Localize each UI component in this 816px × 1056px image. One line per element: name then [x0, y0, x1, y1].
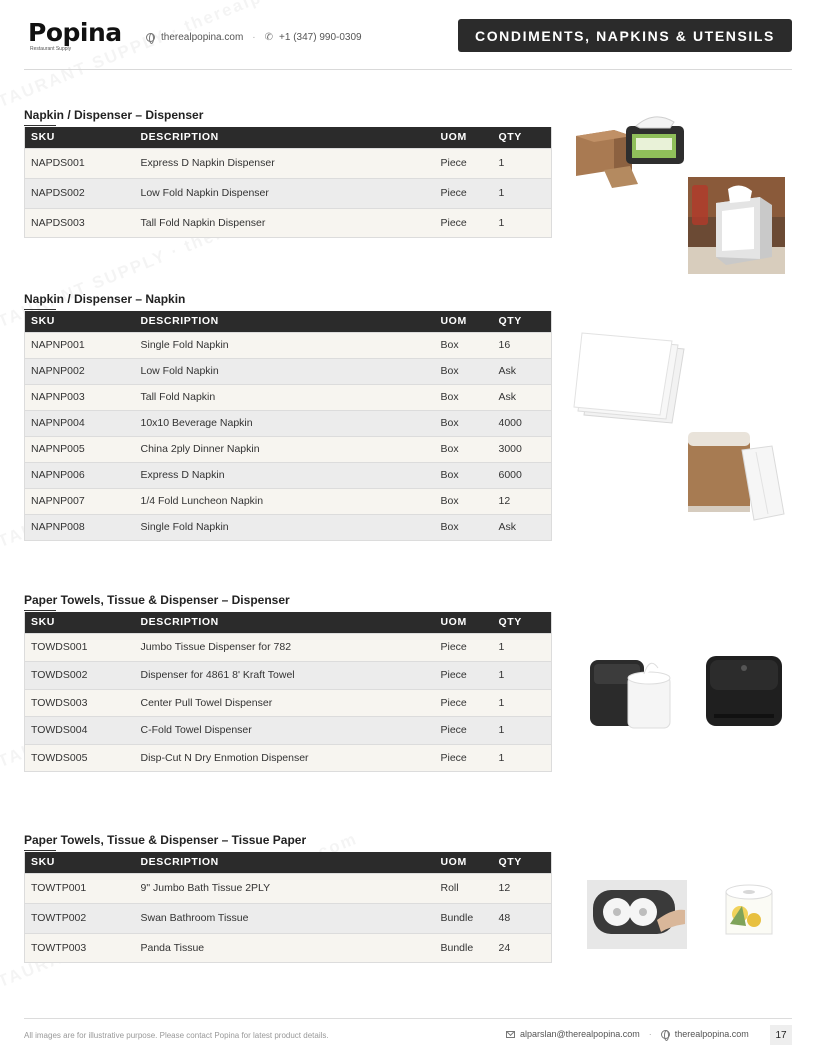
cell-description: 10x10 Beverage Napkin — [135, 410, 435, 436]
cell-uom: Piece — [435, 689, 493, 716]
towel-dispenser-image — [704, 654, 784, 730]
table-row — [25, 933, 552, 962]
cell-uom: Box — [435, 410, 493, 436]
cell-qty: 48 — [493, 903, 552, 933]
cell-qty: 24 — [493, 933, 552, 962]
footer-disclaimer: All images are for illustrative purpose. Please contact Popina for latest product details. — [24, 1031, 329, 1040]
cell-qty: Ask — [493, 358, 552, 384]
cell-uom: Piece — [435, 716, 493, 744]
cell-description: Jumbo Tissue Dispenser for 782 — [135, 633, 435, 661]
cell-description: Swan Bathroom Tissue — [135, 903, 435, 933]
table-row — [25, 873, 552, 903]
col-uom: UOM — [435, 612, 493, 633]
col-qty: QTY — [493, 311, 552, 332]
phone-icon: ✆ — [264, 32, 274, 43]
cell-description: China 2ply Dinner Napkin — [135, 436, 435, 462]
cell-uom: Roll — [435, 873, 493, 903]
product-table — [24, 127, 552, 238]
table-row — [25, 903, 552, 933]
cell-uom: Box — [435, 436, 493, 462]
globe-icon — [661, 1030, 670, 1039]
footer-contact — [506, 1029, 749, 1039]
single-fold-napkin-image — [572, 331, 690, 431]
cell-uom: Bundle — [435, 933, 493, 962]
table-row — [25, 744, 552, 771]
mail-icon — [506, 1031, 515, 1038]
cell-uom: Box — [435, 384, 493, 410]
cell-uom: Box — [435, 462, 493, 488]
cell-description: Single Fold Napkin — [135, 514, 435, 540]
cell-sku: TOWTP002 — [25, 903, 135, 933]
col-sku: SKU — [25, 612, 135, 633]
cell-uom: Box — [435, 332, 493, 358]
section-napkin — [24, 292, 552, 541]
cell-qty: 1 — [493, 208, 552, 237]
cell-uom: Piece — [435, 148, 493, 178]
tall-fold-dispenser-image — [688, 177, 785, 274]
section-title: Napkin / Dispenser – Napkin — [24, 292, 552, 306]
table-row — [25, 462, 552, 488]
popina-logo[interactable] — [28, 18, 122, 54]
bath-tissue-roll-image — [720, 882, 778, 942]
cell-qty: 1 — [493, 744, 552, 771]
section-title: Paper Towels, Tissue & Dispenser – Tissue Paper — [24, 833, 552, 847]
cell-uom: Piece — [435, 208, 493, 237]
cell-sku: NAPNP001 — [25, 332, 135, 358]
cell-qty: 1 — [493, 633, 552, 661]
cell-sku: NAPNP003 — [25, 384, 135, 410]
page-footer — [24, 1018, 792, 1048]
table-row — [25, 410, 552, 436]
cell-qty: 1 — [493, 178, 552, 208]
cell-sku: TOWDS003 — [25, 689, 135, 716]
footer-email-link[interactable]: alparslan@therealpopina.com — [520, 1029, 640, 1039]
separator-dot: · — [648, 1029, 652, 1039]
cell-uom: Piece — [435, 178, 493, 208]
cell-description: 1/4 Fold Luncheon Napkin — [135, 488, 435, 514]
col-sku: SKU — [25, 311, 135, 332]
twin-tissue-dispenser-image — [587, 880, 687, 949]
table-row — [25, 661, 552, 689]
cell-uom: Piece — [435, 633, 493, 661]
cell-description: Panda Tissue — [135, 933, 435, 962]
cell-sku: TOWDS001 — [25, 633, 135, 661]
cell-sku: NAPNP007 — [25, 488, 135, 514]
cell-description: Express D Napkin Dispenser — [135, 148, 435, 178]
cell-uom: Box — [435, 358, 493, 384]
section-napkin-dispenser — [24, 108, 552, 238]
col-qty: QTY — [493, 612, 552, 633]
cell-qty: 3000 — [493, 436, 552, 462]
category-banner: CONDIMENTS, NAPKINS & UTENSILS — [458, 19, 792, 52]
jumbo-tissue-dispenser-image — [588, 656, 674, 732]
cell-description: Tall Fold Napkin — [135, 384, 435, 410]
cell-description: Single Fold Napkin — [135, 332, 435, 358]
product-table — [24, 852, 552, 963]
globe-icon — [146, 33, 155, 42]
cell-qty: 4000 — [493, 410, 552, 436]
express-napkin-dispenser-image — [686, 430, 786, 522]
header-website-link[interactable]: therealpopina.com — [161, 32, 244, 43]
cell-uom: Bundle — [435, 903, 493, 933]
cell-description: Disp-Cut N Dry Enmotion Dispenser — [135, 744, 435, 771]
separator-dot: · — [252, 32, 256, 43]
cell-sku: NAPNP002 — [25, 358, 135, 384]
cell-uom: Box — [435, 488, 493, 514]
col-uom: UOM — [435, 311, 493, 332]
col-description: DESCRIPTION — [135, 127, 435, 148]
cell-qty: Ask — [493, 514, 552, 540]
cell-sku: NAPDS001 — [25, 148, 135, 178]
col-uom: UOM — [435, 852, 493, 873]
cell-sku: NAPNP006 — [25, 462, 135, 488]
cell-sku: TOWTP001 — [25, 873, 135, 903]
cell-sku: TOWDS005 — [25, 744, 135, 771]
page-header — [24, 18, 792, 70]
col-description: DESCRIPTION — [135, 612, 435, 633]
table-row — [25, 514, 552, 540]
table-row — [25, 488, 552, 514]
col-description: DESCRIPTION — [135, 852, 435, 873]
product-table — [24, 612, 552, 772]
table-row — [25, 358, 552, 384]
table-row — [25, 436, 552, 462]
table-row — [25, 148, 552, 178]
cell-sku: NAPNP005 — [25, 436, 135, 462]
section-title: Paper Towels, Tissue & Dispenser – Dispenser — [24, 593, 552, 607]
header-contact — [146, 32, 362, 43]
cell-uom: Piece — [435, 661, 493, 689]
cell-qty: 1 — [493, 716, 552, 744]
cell-sku: NAPNP008 — [25, 514, 135, 540]
napkin-dispenser-box-image — [574, 108, 686, 190]
cell-sku: TOWDS004 — [25, 716, 135, 744]
header-phone-link[interactable]: +1 (347) 990-0309 — [279, 32, 362, 43]
table-header-row — [25, 127, 552, 148]
cell-description: Tall Fold Napkin Dispenser — [135, 208, 435, 237]
cell-description: Express D Napkin — [135, 462, 435, 488]
table-header-row — [25, 852, 552, 873]
cell-sku: TOWTP003 — [25, 933, 135, 962]
cell-description: Low Fold Napkin — [135, 358, 435, 384]
cell-uom: Piece — [435, 744, 493, 771]
cell-description: 9" Jumbo Bath Tissue 2PLY — [135, 873, 435, 903]
cell-description: C-Fold Towel Dispenser — [135, 716, 435, 744]
section-tissue-paper — [24, 833, 552, 963]
table-row — [25, 716, 552, 744]
page-number: 17 — [770, 1025, 792, 1045]
cell-qty: Ask — [493, 384, 552, 410]
logo-wordmark: Popina — [28, 18, 122, 47]
cell-uom: Box — [435, 514, 493, 540]
cell-qty: 1 — [493, 148, 552, 178]
cell-description: Dispenser for 4861 8' Kraft Towel — [135, 661, 435, 689]
cell-sku: TOWDS002 — [25, 661, 135, 689]
cell-qty: 6000 — [493, 462, 552, 488]
table-row — [25, 332, 552, 358]
cell-qty: 1 — [493, 661, 552, 689]
footer-website-link[interactable]: therealpopina.com — [674, 1029, 749, 1039]
table-row — [25, 178, 552, 208]
table-row — [25, 689, 552, 716]
cell-sku: NAPNP004 — [25, 410, 135, 436]
col-qty: QTY — [493, 127, 552, 148]
cell-qty: 1 — [493, 689, 552, 716]
table-header-row — [25, 612, 552, 633]
cell-description: Center Pull Towel Dispenser — [135, 689, 435, 716]
table-row — [25, 208, 552, 237]
product-table — [24, 311, 552, 541]
cell-qty: 16 — [493, 332, 552, 358]
table-row — [25, 633, 552, 661]
col-description: DESCRIPTION — [135, 311, 435, 332]
cell-sku: NAPDS002 — [25, 178, 135, 208]
section-towel-dispenser — [24, 593, 552, 772]
cell-description: Low Fold Napkin Dispenser — [135, 178, 435, 208]
logo-subtitle: Restaurant Supply — [30, 46, 72, 52]
col-sku: SKU — [25, 127, 135, 148]
table-row — [25, 384, 552, 410]
section-title: Napkin / Dispenser – Dispenser — [24, 108, 552, 122]
cell-qty: 12 — [493, 873, 552, 903]
cell-qty: 12 — [493, 488, 552, 514]
col-uom: UOM — [435, 127, 493, 148]
table-header-row — [25, 311, 552, 332]
cell-sku: NAPDS003 — [25, 208, 135, 237]
col-sku: SKU — [25, 852, 135, 873]
col-qty: QTY — [493, 852, 552, 873]
